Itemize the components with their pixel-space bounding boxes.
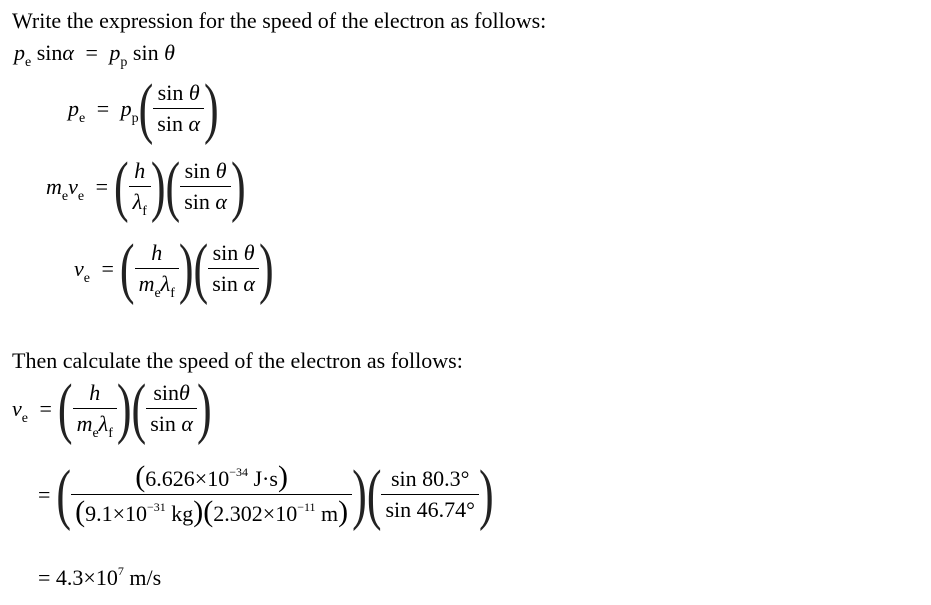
e-subscript: e	[79, 110, 86, 126]
left-paren: (	[193, 229, 209, 306]
ve-equation	[74, 229, 274, 306]
speed-unit: m/s	[129, 565, 162, 590]
joule-unit: J	[253, 466, 263, 491]
alpha-symbol: α	[243, 271, 255, 296]
mass-value: 9.1	[85, 501, 113, 526]
e-subscript: e	[92, 426, 99, 441]
parenthesis-group	[114, 147, 166, 224]
ve-equation-2	[12, 369, 212, 446]
right-paren: )	[478, 455, 494, 532]
right-paren: )	[338, 495, 349, 528]
h-symbol: h	[151, 240, 163, 265]
equals-sign: =	[38, 481, 51, 507]
p-subscript: p	[120, 55, 128, 70]
wavelength-value: 2.302	[213, 501, 263, 526]
ten-base: 10	[125, 501, 147, 526]
equals-sign: =	[85, 40, 98, 65]
equals-sign: =	[101, 255, 114, 281]
v-symbol: v	[74, 255, 84, 281]
lambda-symbol: λ	[160, 271, 171, 296]
h-over-mlambda-fraction	[73, 380, 117, 441]
sin-theta-value: sin 80.3°	[390, 466, 470, 491]
right-paren: )	[277, 460, 288, 493]
alpha-symbol: α	[215, 189, 227, 214]
m-symbol: m	[46, 173, 62, 199]
equals-sign: =	[96, 95, 110, 121]
right-paren: )	[196, 369, 212, 446]
left-paren: (	[57, 369, 73, 446]
meter-unit: m	[321, 501, 339, 526]
sin-text: sin	[157, 111, 183, 136]
calc-text: Then calculate the speed of the electron as follows:	[12, 348, 463, 373]
sin-text: sin	[184, 189, 210, 214]
right-paren: )	[352, 455, 367, 532]
left-paren: (	[138, 69, 154, 146]
v-symbol: v	[68, 173, 78, 199]
parenthesis-group	[56, 455, 367, 532]
mv-equation	[46, 147, 246, 224]
dot-operator: ·	[262, 466, 270, 491]
equals-sign: =	[39, 395, 52, 421]
e-subscript: e	[25, 55, 32, 70]
p-symbol: p	[120, 95, 132, 121]
intro-text: Write the expression for the speed of the electron as follows:	[12, 8, 547, 33]
left-paren: (	[165, 147, 181, 224]
m-symbol: m	[138, 271, 155, 296]
sin-text: sin	[36, 40, 63, 65]
h-exponent: −34	[229, 465, 248, 479]
f-subscript: f	[108, 426, 113, 441]
e-subscript: e	[61, 188, 69, 204]
theta-symbol: θ	[215, 158, 227, 183]
parenthesis-group	[165, 147, 246, 224]
equation-lhs	[68, 95, 139, 126]
theta-symbol: θ	[179, 380, 190, 405]
left-paren: (	[366, 455, 382, 532]
denominator	[71, 494, 352, 527]
result-exponent: 7	[117, 564, 124, 578]
sin-text: sin	[150, 411, 176, 436]
numeric-angle-fraction	[381, 466, 478, 523]
left-paren: (	[203, 495, 214, 528]
parenthesis-group	[193, 229, 274, 306]
equation-lhs	[74, 255, 120, 286]
e-subscript: e	[21, 410, 28, 426]
e-subscript: e	[83, 270, 90, 286]
times-sign: ×	[83, 565, 96, 590]
sin-text: sin	[153, 380, 179, 405]
theta-symbol: θ	[164, 40, 175, 65]
right-paren: )	[116, 369, 132, 446]
left-paren: (	[131, 369, 147, 446]
f-subscript: f	[142, 204, 147, 219]
mass-exponent: −31	[147, 500, 166, 514]
sin-alpha-value: sin 46.74°	[381, 494, 478, 523]
parenthesis-group	[138, 69, 219, 146]
h-symbol: h	[134, 158, 146, 183]
h-value: 6.626	[145, 466, 195, 491]
h-over-lambda-fraction	[129, 158, 151, 219]
f-subscript: f	[170, 286, 175, 301]
right-paren: )	[150, 147, 166, 224]
pe-equation	[68, 69, 219, 146]
left-paren: (	[114, 147, 129, 224]
p-symbol: p	[14, 40, 25, 65]
equals-sign: =	[38, 565, 51, 590]
sin-text: sin	[184, 158, 211, 183]
alpha-symbol: α	[181, 411, 193, 436]
right-paren: )	[258, 229, 274, 306]
p-subscript: p	[131, 110, 139, 126]
left-paren: (	[135, 460, 146, 493]
right-paren: )	[193, 495, 204, 528]
angle-fraction	[180, 158, 231, 215]
parenthesis-group	[119, 229, 194, 306]
angle-fraction	[153, 80, 204, 137]
momentum-equation	[14, 40, 175, 70]
right-paren: )	[204, 69, 219, 146]
parenthesis-group	[131, 369, 212, 446]
left-paren: (	[75, 495, 86, 528]
numeric-substitution	[38, 455, 494, 532]
lambda-symbol: λ	[132, 189, 143, 214]
sin-text: sin	[212, 240, 239, 265]
e-subscript: e	[77, 188, 85, 204]
numeric-fraction	[71, 462, 352, 527]
times-sign: ×	[194, 466, 208, 491]
h-symbol: h	[89, 380, 101, 405]
kg-unit: kg	[171, 501, 194, 526]
ten-base: 10	[207, 466, 230, 491]
p-symbol: p	[68, 95, 79, 121]
theta-symbol: θ	[188, 80, 200, 105]
right-paren: )	[178, 229, 194, 306]
angle-fraction	[146, 380, 197, 437]
h-over-mlambda-fraction	[135, 240, 179, 301]
wavelength-exponent: −11	[297, 500, 316, 514]
sin-text: sin	[212, 271, 238, 296]
ten-base: 10	[275, 501, 298, 526]
times-sign: ×	[112, 501, 125, 526]
theta-symbol: θ	[243, 240, 255, 265]
parenthesis-group	[366, 455, 494, 532]
angle-fraction	[208, 240, 259, 297]
equation-lhs	[46, 173, 114, 204]
equation-lhs	[12, 395, 58, 426]
p-symbol: p	[109, 40, 121, 65]
times-sign: ×	[262, 501, 276, 526]
sin-text: sin	[157, 80, 184, 105]
alpha-symbol: α	[188, 111, 201, 136]
sin-text: sin	[132, 40, 159, 65]
right-paren: )	[230, 147, 246, 224]
parenthesis-group	[57, 369, 132, 446]
numerator	[131, 462, 292, 494]
result-line	[38, 565, 161, 591]
left-paren: (	[56, 455, 72, 532]
alpha-symbol: α	[62, 40, 74, 65]
v-symbol: v	[12, 395, 22, 421]
e-subscript: e	[154, 286, 161, 301]
left-paren: (	[119, 229, 135, 306]
m-symbol: m	[76, 411, 93, 436]
equals-sign: =	[95, 173, 109, 199]
second-unit: s	[269, 466, 278, 491]
ten-base: 10	[95, 565, 118, 590]
result-value: 4.3	[55, 565, 84, 590]
lambda-symbol: λ	[98, 411, 109, 436]
